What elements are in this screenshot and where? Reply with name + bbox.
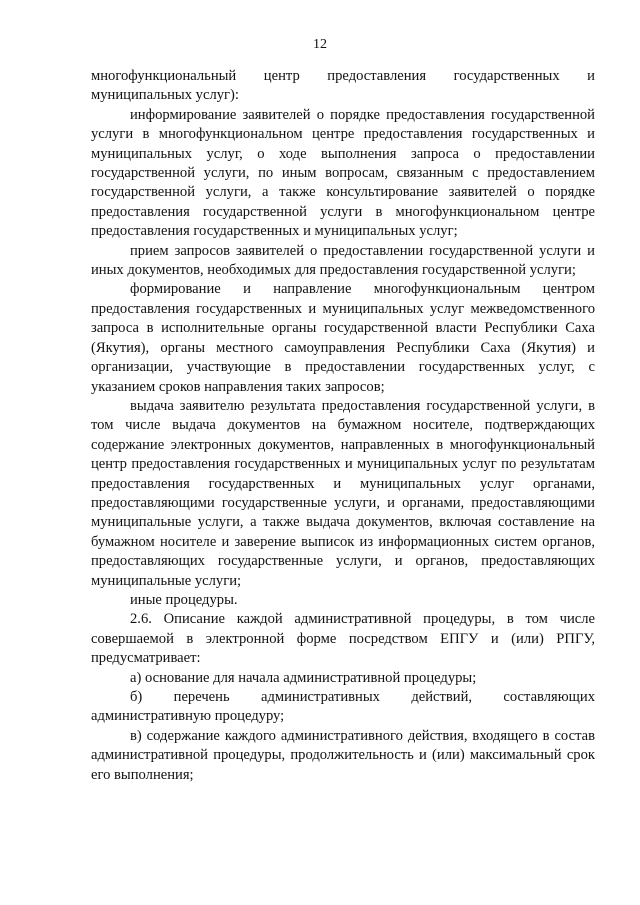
- paragraph-item-b: б) перечень административных действий, составляющих административную процедуру;: [91, 689, 595, 725]
- paragraph-section-2-6: 2.6. Описание каждой административной процедуры, в том числе совершаемой в электронной форме посредством ЕПГУ и (или) РПГУ, предусматривает:: [91, 611, 595, 667]
- paragraph-interagency-request: формирование и направление многофункциональным центром предоставления государственных и муниципальных услуг межведомственного запроса в исполнительные органы государственной власти Республики Саха (Якутия), органы местного самоуправления Республики Саха (Якутия) и организации, участвующие в предоставлении государственных услуг, с указанием сроков направления таких запросов;: [91, 281, 595, 395]
- page-number: 12: [313, 37, 327, 52]
- document-body: [91, 67, 595, 785]
- paragraph-other-procedures: иные процедуры.: [130, 591, 238, 608]
- paragraph-item-a: а) основание для начала административной процедуры;: [130, 669, 477, 686]
- paragraph-item-c: в) содержание каждого административного действия, входящего в состав административной процедуры, продолжительность и (или) максимальный срок его выполнения;: [91, 727, 595, 783]
- paragraph-informing: информирование заявителей о порядке предоставления государственной услуги в многофункциональном центре предоставления государственных и муниципальных услуг, о ходе выполнения запроса о предоставлении государственной услуги, по иным вопросам, связанным с предоставлением государственной услуги, а также консультирование заявителей о порядке предоставления государственной услуги в многофункциональном центре предоставления государственных и муниципальных услуг;: [91, 106, 595, 240]
- paragraph-request-reception: прием запросов заявителей о предоставлении государственной услуги и иных документов, необходимых для предоставления государственной услуги;: [91, 242, 595, 279]
- paragraph-result-issuance: выдача заявителю результата предоставления государственной услуги, в том числе выдача документов на бумажном носителе, подтверждающих содержание электронных документов, направленных в многофункциональный центр предоставления государственных и муниципальных услуг по результатам предоставления государственных и муниципальных услуг органами, предоставляющими государственные услуги, и органами, предоставляющими муниципальные услуги, а также выдача документов, включая составление на бумажном носителе и заверение выписок из информационных систем органов, предоставляющих государственные услуги, и органов, предоставляющих муниципальные услуги;: [91, 397, 595, 589]
- paragraph-continuation: многофункциональный центр предоставления государственных и муниципальных услуг):: [91, 68, 595, 104]
